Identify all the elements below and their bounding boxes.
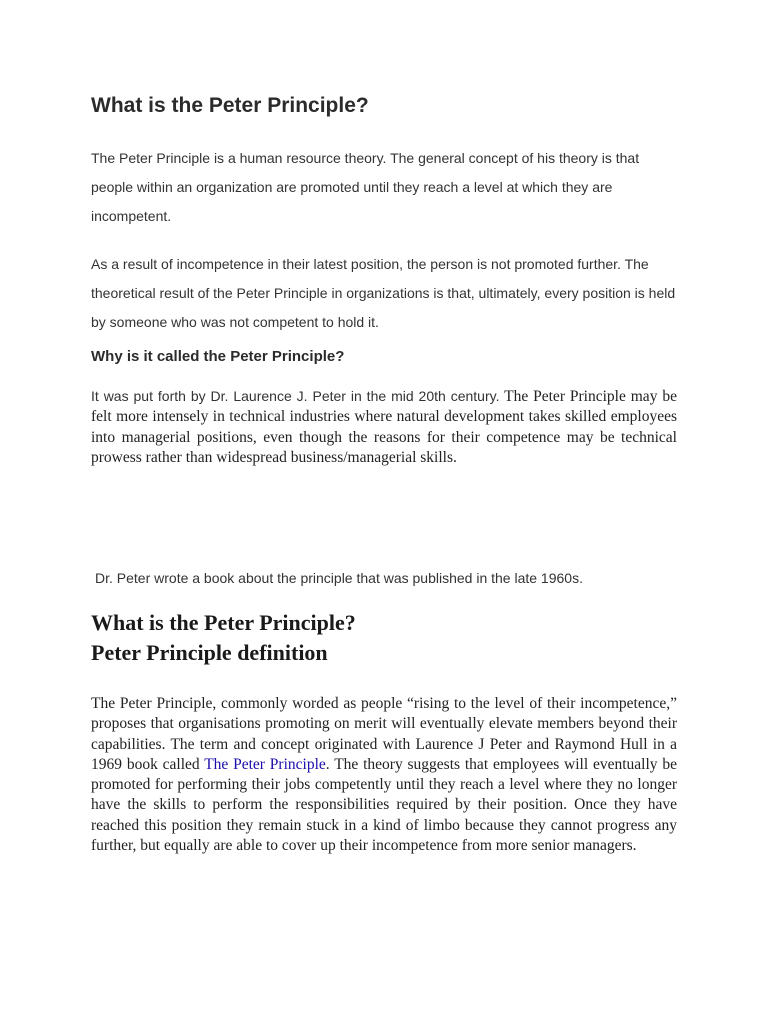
intro-paragraph: The Peter Principle is a human resource theory. The general concept of his theory is that people within an organization are promoted until they reach a level at which they are incompetent. <box>91 150 640 224</box>
origin-lead-text: It was put forth by Dr. Laurence J. Peter in the mid 20th century. <box>91 388 500 404</box>
book-title-link[interactable]: The Peter Principle <box>204 755 326 773</box>
origin-paragraph <box>91 386 677 468</box>
definition-text-after-link: The theory suggests that employees will eventually be promoted for performing their jobs competently until they reach a level where they no longer have the skills to perform the responsibilities required by their position. Once they have reached this position they remain stuck in a kind of limbo because they cannot progress any further, but equally are able to cover up their incompetence from more senior managers. <box>91 755 677 855</box>
definition-heading <box>91 608 356 668</box>
definition-heading-line1: What is the Peter Principle? <box>91 610 356 635</box>
subsection-title: Why is it called the Peter Principle? <box>91 348 345 365</box>
section-title: What is the Peter Principle? <box>91 94 369 117</box>
book-note: Dr. Peter wrote a book about the principle that was published in the late 1960s. <box>95 570 583 586</box>
origin-rest-text: The Peter Principle may be felt more intensely in technical industries where natural development takes skilled employees into managerial positions, even though the reasons for their competence may be technical prowess rather than widespread business/managerial skills. <box>91 388 677 466</box>
definition-paragraph: The Peter Principle, commonly worded as people “rising to the level of their incompetence,” proposes that organisations promoting on merit will eventually elevate members beyond their capabilities. The term and concept originated with Laurence J Peter and Raymond Hull in a 1969 book called The Peter Principle. The theory suggests that employees will eventually be promoted for performing their jobs competently until they reach a level where they no longer have the skills to perform the responsibilities required by their position. Once they have reached this position they remain stuck in a kind of limbo because they cannot progress any further, but equally are able to cover up their incompetence from more senior managers. <box>91 695 677 855</box>
definition-text-before-link: The Peter Principle, commonly worded as people “rising to the level of their incompetence,” proposes that organisations promoting on merit will eventually elevate members beyond their capabilities. The term and concept originated with Laurence J Peter and Raymond Hull in a 1969 book called <box>91 695 677 773</box>
definition-heading-line2: Peter Principle definition <box>91 640 328 665</box>
result-paragraph: As a result of incompetence in their latest position, the person is not promoted further. The theoretical result of the Peter Principle in organizations is that, ultimately, every position is held by someone who was not competent to hold it. <box>91 256 676 330</box>
